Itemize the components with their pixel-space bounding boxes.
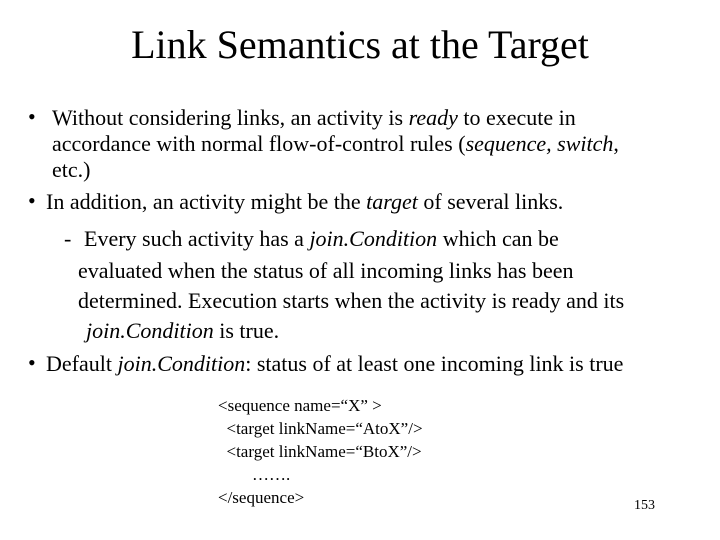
bullet-1-line-1 [52, 105, 576, 131]
text: Without considering links, an activity is [52, 105, 409, 130]
code-line-5: </sequence> [218, 488, 305, 507]
emphasis-text: join.Condition [86, 318, 214, 343]
text: Default [46, 351, 118, 376]
emphasis-text: join.Condition [309, 226, 438, 251]
text: of several links. [417, 189, 564, 214]
page-number: 153 [634, 498, 655, 513]
code-line-3: <target linkName=“BtoX”/> [218, 442, 422, 461]
emphasis-text: sequence, switch [465, 131, 614, 156]
code-line-4: ……. [218, 465, 291, 484]
emphasis-text: join.Condition [117, 351, 246, 376]
text: is true. [213, 318, 280, 343]
text: accordance with normal flow-of-control rules ( [52, 131, 466, 156]
sub-bullet-line-4 [86, 318, 279, 344]
bullet-2-line-1 [46, 189, 563, 215]
code-line-2: <target linkName=“AtoX”/> [218, 419, 423, 438]
text: which can be [437, 226, 559, 251]
bullet-dot: • [28, 188, 36, 213]
sub-bullet-line-3: determined. Execution starts when the activity is ready and its [78, 288, 625, 313]
bullet-dot: • [28, 104, 36, 129]
emphasis-text: ready [408, 105, 458, 130]
code-line-1: <sequence name=“X” > [218, 396, 382, 415]
bullet-1-line-3: etc.) [52, 157, 91, 182]
sub-bullet-dash: - [64, 226, 72, 251]
text: Every such activity has a [84, 226, 310, 251]
bullet-dot: • [28, 350, 36, 375]
emphasis-text: target [366, 189, 418, 214]
text: : status of at least one incoming link is true [245, 351, 624, 376]
text: to execute in [457, 105, 576, 130]
bullet-1-line-2 [52, 131, 619, 157]
sub-bullet-line-1 [84, 226, 559, 252]
text: , [613, 131, 619, 156]
text: In addition, an activity might be the [46, 189, 367, 214]
sub-bullet-line-2: evaluated when the status of all incoming links has been [78, 258, 574, 283]
slide-title: Link Semantics at the Target [131, 22, 589, 67]
bullet-3-line-1 [46, 351, 623, 377]
